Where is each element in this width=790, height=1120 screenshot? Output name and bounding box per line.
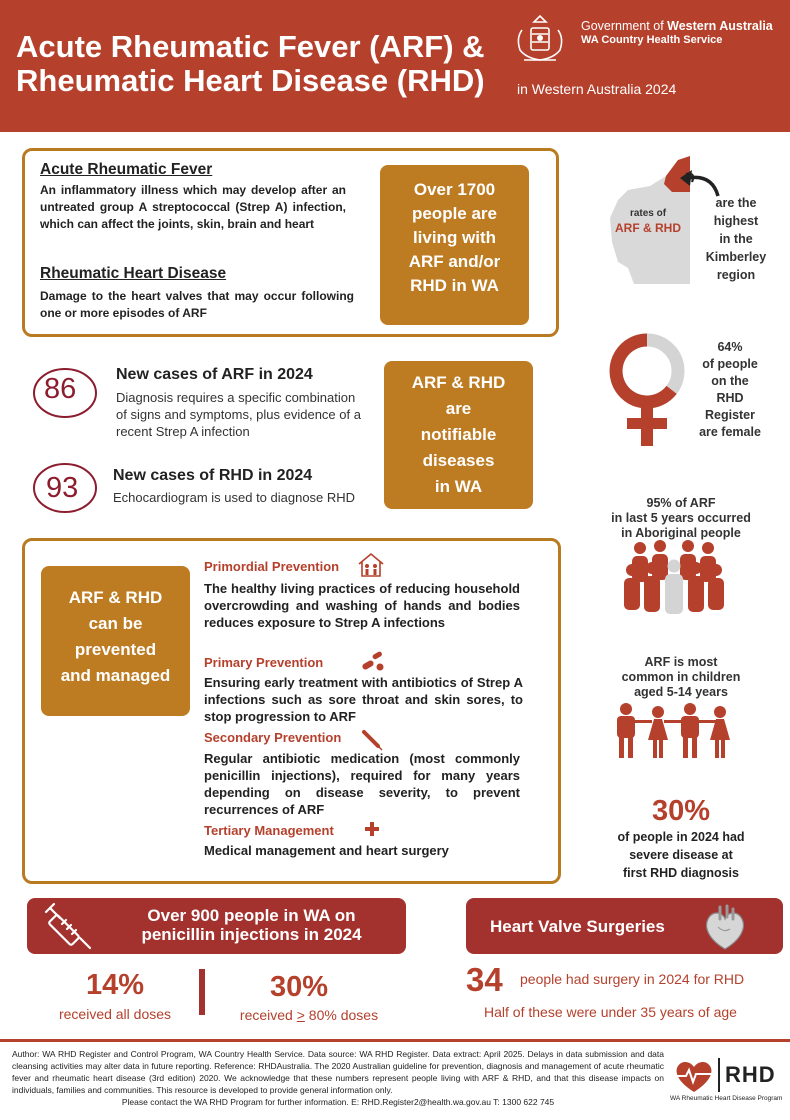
- rhd-diagnosis-text: Echocardiogram is used to diagnose RHD: [113, 490, 356, 505]
- arf-definition-title: Acute Rheumatic Fever: [40, 161, 213, 178]
- kimberley-rates-text: [697, 194, 775, 284]
- female-text-line: on the: [711, 374, 749, 388]
- female-symbol-icon: [608, 332, 686, 448]
- rhd-new-cases-title: New cases of RHD in 2024: [113, 467, 313, 484]
- callout-line: are: [445, 399, 472, 418]
- arf-diagnosis-text: Diagnosis requires a specific combination of signs and symptoms, plus evidence of a recent Strep A infection: [116, 390, 361, 439]
- female-percent: 64%: [717, 340, 743, 354]
- footer-disclaimer: [12, 1048, 664, 1108]
- callout-line: Over 1700: [413, 180, 496, 199]
- severe-text-line: of people in 2024 had: [617, 830, 745, 844]
- notifiable-callout: [384, 361, 533, 509]
- children-text-line: common in children: [621, 670, 741, 684]
- female-text-line: RHD: [716, 391, 744, 405]
- rhd-heart-logo-icon: [672, 1058, 716, 1094]
- house-family-icon: [357, 552, 385, 578]
- footer-divider: [0, 1039, 790, 1042]
- female-text-line: are female: [699, 425, 761, 439]
- callout-line: people are: [411, 204, 498, 223]
- map-text-line: in the: [719, 232, 753, 246]
- rhd-definition-text: Damage to the heart valves that may occur following one or more episodes of ARF: [40, 289, 354, 320]
- eighty-percent-doses-label: [224, 1007, 394, 1023]
- callout-line: ARF & RHD: [411, 373, 506, 392]
- children-stat-text: [596, 655, 766, 700]
- severe-disease-text: [606, 828, 756, 882]
- callout-line: notifiable: [420, 425, 497, 444]
- severe-disease-percent: 30%: [651, 795, 711, 827]
- pills-icon: [360, 650, 386, 674]
- female-stat-text: [690, 339, 770, 441]
- surgery-banner-label: Heart Valve Surgeries: [490, 917, 665, 936]
- government-prefix: Government of: [581, 19, 668, 33]
- children-text-line: aged 5-14 years: [634, 685, 728, 699]
- secondary-prevention-title: Secondary Prevention: [204, 730, 342, 745]
- callout-line: RHD in WA: [410, 276, 499, 295]
- callout-line: ARF & RHD: [68, 588, 163, 607]
- doses-label-suffix: 80% doses: [304, 1007, 379, 1023]
- aboriginal-text-line: in Aboriginal people: [621, 526, 741, 540]
- primordial-prevention-text: The healthy living practices of reducing household overcrowding and washing of hands and bodies reduces exposure to Strep A infections: [204, 581, 520, 630]
- government-state: Western Australia: [667, 19, 773, 33]
- arf-new-cases-title: New cases of ARF in 2024: [116, 366, 313, 383]
- rhd-program-name: WA Rheumatic Heart Disease Program: [670, 1095, 783, 1102]
- health-service-name: WA Country Health Service: [581, 34, 723, 46]
- severe-text-line: first RHD diagnosis: [623, 866, 739, 880]
- penicillin-banner-line: penicillin injections in 2024: [141, 925, 362, 944]
- map-text-line: highest: [713, 214, 759, 228]
- female-text-line: of people: [702, 357, 758, 371]
- all-doses-label: received all doses: [58, 1006, 172, 1022]
- children-text-line: ARF is most: [644, 655, 718, 669]
- callout-line: in WA: [434, 477, 483, 496]
- map-text-line: are the: [715, 196, 757, 210]
- map-label-arf-rhd: ARF & RHD: [615, 221, 681, 235]
- map-label-small: rates of: [629, 208, 667, 219]
- primary-prevention-text: Ensuring early treatment with antibiotics of Strep A infections such as sore throat and skin sores, to stop progression to ARF: [204, 675, 523, 724]
- rhd-definition-title: Rheumatic Heart Disease: [40, 265, 227, 282]
- penicillin-banner-label: [104, 906, 399, 944]
- surgery-age-text: Half of these were under 35 years of age: [484, 1004, 737, 1020]
- callout-line: diseases: [422, 451, 495, 470]
- all-doses-percent: 14%: [85, 969, 145, 1001]
- footer-disclaimer-text: Author: WA RHD Register and Control Program, WA Country Health Service. Data source: WA RHD Register. Data extract: April 2025. Delays in data submission and data cleansing activities may alter data in future reporting. Reference: RHDAustralia. The 2020 Australian guideline for prevention, diagnosis and management of acute rheumatic fever and rheumatic heart disease (3rd edition) 2020. We acknowledge that these numbers represent people living with ARF & RHD, and that this disease impacts on individuals, families and communities. This resource is developed to provide general information only.: [12, 1049, 664, 1095]
- aboriginal-text-line: 95% of ARF: [646, 496, 716, 510]
- page-subtitle: in Western Australia 2024: [517, 81, 677, 97]
- aboriginal-text-line: in last 5 years occurred: [611, 511, 751, 525]
- title-line-1: Acute Rheumatic Fever (ARF) &: [16, 29, 485, 64]
- callout-line: ARF and/or: [408, 252, 501, 271]
- title-line-2: Rheumatic Heart Disease (RHD): [16, 63, 485, 98]
- aboriginal-stat-text: [596, 496, 766, 541]
- secondary-prevention-text: Regular antibiotic medication (most commonly penicillin injections), required for many years depending on disease severity, to prevent recurrences of ARF: [204, 751, 520, 817]
- penicillin-banner-line: Over 900 people in WA on: [147, 906, 356, 925]
- callout-line: prevented: [74, 640, 157, 659]
- stat-divider: [199, 969, 205, 1015]
- doses-label-prefix: received: [239, 1007, 297, 1023]
- map-text-line: region: [716, 268, 756, 282]
- severe-text-line: severe disease at: [629, 848, 733, 862]
- wa-crest-logo: [512, 12, 568, 64]
- female-text-line: Register: [704, 408, 756, 422]
- primary-prevention-title: Primary Prevention: [204, 655, 324, 670]
- injection-icon: [360, 728, 384, 752]
- arf-new-cases-number: 86: [44, 373, 77, 405]
- map-text-line: Kimberley: [705, 250, 767, 264]
- rhd-logo-divider: [718, 1058, 720, 1092]
- tertiary-management-title: Tertiary Management: [204, 823, 334, 838]
- footer-contact: Please contact the WA RHD Program for further information. E: RHD.Register2@health.wa.gov.au T: 1300 622 745: [121, 1097, 555, 1107]
- rhd-new-cases-number: 93: [46, 472, 79, 504]
- eighty-percent-doses-percent: 30%: [269, 971, 329, 1003]
- children-icon: [612, 702, 736, 760]
- medical-cross-icon: [365, 822, 379, 836]
- callout-line: and managed: [60, 666, 171, 685]
- primordial-prevention-title: Primordial Prevention: [204, 559, 340, 574]
- callout-line: can be: [88, 614, 143, 633]
- people-living-callout: [380, 165, 529, 325]
- anatomical-heart-icon: [700, 903, 750, 953]
- callout-line: living with: [412, 228, 497, 247]
- surgery-count: 34: [466, 961, 503, 998]
- rhd-logo-text: RHD: [725, 1062, 776, 1087]
- people-group-icon: [622, 538, 726, 618]
- page-title: [16, 30, 516, 98]
- arf-definition-text: An inflammatory illness which may develop after an untreated group A streptococcal (Strep A) infection, which can affect the joints, skin, brain and heart: [40, 183, 346, 231]
- greater-equal-symbol: >: [296, 1007, 305, 1023]
- surgery-count-text: people had surgery in 2024 for RHD: [520, 971, 745, 987]
- prevented-callout: [41, 566, 190, 716]
- government-name: [581, 19, 773, 33]
- tertiary-management-text: Medical management and heart surgery: [204, 843, 449, 858]
- syringe-icon: [40, 902, 96, 950]
